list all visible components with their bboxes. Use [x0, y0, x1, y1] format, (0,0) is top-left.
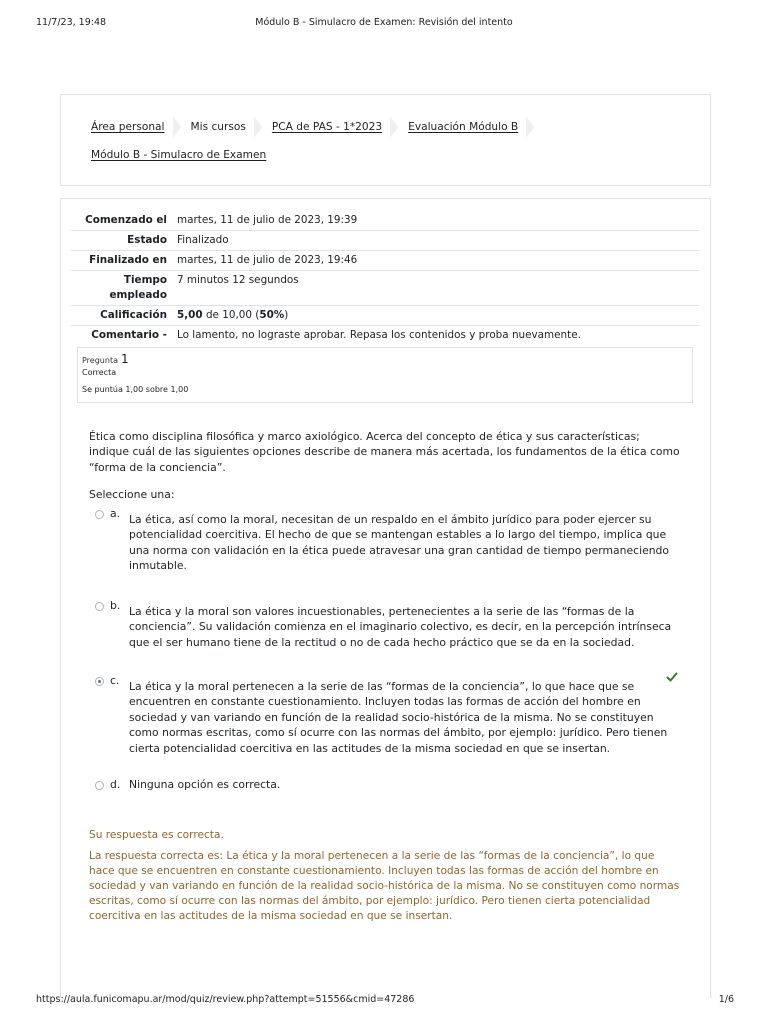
question-text: Ética como disciplina filosófica y marco axiológico. Acerca del concepto de ética y sus características; indique cuál de las siguientes opciones describe de manera más acertada, los fundamentos de la ética como “forma de la conciencia”. — [89, 430, 680, 474]
check-icon — [666, 671, 678, 683]
summary-value: martes, 11 de julio de 2023, 19:39 — [177, 214, 358, 226]
question-number-value: 1 — [120, 352, 129, 366]
breadcrumb-separator-icon — [173, 116, 181, 138]
option-text: Ninguna opción es correcta. — [129, 778, 281, 791]
summary-value: Lo lamento, no lograste aprobar. Repasa los contenidos y proba nuevamente. — [173, 326, 699, 346]
radio-button-selected[interactable] — [95, 677, 104, 686]
grade-percent: 50% — [259, 309, 285, 321]
summary-row-comment — [71, 326, 699, 346]
print-datetime: 11/7/23, 19:48 — [36, 17, 107, 28]
summary-row-state — [71, 231, 699, 251]
summary-label: Comentario - — [71, 326, 173, 346]
print-page-title: Módulo B - Simulacro de Examen: Revisión del intento — [255, 17, 513, 28]
answer-option-b[interactable] — [95, 598, 685, 649]
summary-value — [173, 306, 699, 326]
answer-option-d[interactable] — [95, 777, 685, 795]
question-number — [82, 352, 688, 366]
option-letter: a. — [110, 507, 121, 520]
question-info-box — [77, 347, 693, 403]
summary-label: Comenzado el — [85, 214, 167, 226]
summary-row-grade — [71, 306, 699, 326]
breadcrumb-item-evaluacion[interactable] — [408, 116, 544, 138]
option-text: La ética y la moral pertenecen a la serie de las “formas de la conciencia”, lo que hace que se encuentren en constante cuestionamiento. Incluyen todas las formas de acción del hombre en sociedad y van variando en función de la realidad socio-histórica de la misma. No se constituyen como normas escritas, como sí ocurre con las normas del ámbito, por ejemplo: jurídico. Pero tienen cierta potencialidad coercitiva en las actitudes de la misma sociedad en que se insertan. — [129, 680, 668, 755]
grade-max: de 10,00 ( — [202, 309, 260, 321]
breadcrumb-item-course[interactable] — [272, 116, 408, 138]
option-text: La ética, así como la moral, necesitan de un respaldo en el ámbito jurídico para poder ejercer su potencialidad coercitiva. El hecho de que se mantengan estables a lo largo del tiempo, implica que una norma con validación en la ética puede atravesar una gran cantidad de tiempo permaneciendo inmutable. — [129, 513, 670, 573]
question-grade: Se puntúa 1,00 sobre 1,00 — [82, 385, 189, 394]
summary-label: Tiempo empleado — [71, 271, 173, 306]
grade-score: 5,00 — [177, 309, 203, 321]
quiz-review-card — [60, 198, 711, 998]
radio-button[interactable] — [95, 781, 104, 790]
breadcrumb-link[interactable]: Área personal — [91, 121, 165, 133]
summary-row-started — [71, 211, 699, 231]
breadcrumb — [91, 119, 691, 161]
print-header — [0, 17, 768, 31]
breadcrumb-link[interactable]: Evaluación Módulo B — [408, 121, 519, 133]
summary-row-time-taken — [71, 271, 699, 306]
breadcrumb-link[interactable]: PCA de PAS - 1*2023 — [271, 121, 383, 133]
option-letter: d. — [110, 778, 121, 791]
breadcrumb-separator-icon — [254, 116, 262, 138]
summary-value: martes, 11 de julio de 2023, 19:46 — [173, 251, 699, 271]
summary-row-finished — [71, 251, 699, 271]
summary-value: 7 minutos 12 segundos — [173, 271, 699, 306]
breadcrumb-separator-icon — [390, 116, 398, 138]
option-letter: b. — [110, 599, 121, 612]
breadcrumb-label: Mis cursos — [190, 121, 246, 133]
answer-option-c[interactable] — [95, 673, 685, 753]
print-page-number: 1/6 — [718, 994, 734, 1005]
attempt-summary-table — [71, 211, 699, 345]
summary-value: Finalizado — [173, 231, 699, 251]
breadcrumb-item-mis-cursos — [191, 116, 272, 138]
breadcrumb-separator-icon — [526, 116, 534, 138]
summary-label: Estado — [71, 231, 173, 251]
option-text: La ética y la moral son valores incuestionables, pertenecientes a la serie de las “formas de la conciencia”. Su validación comienza en el imaginario colectivo, es decir, en la percepción intrínseca que el ser humano tiene de la rectitud o no de cada hecho práctico que se da en la sociedad. — [129, 605, 672, 649]
feedback-right-answer: La respuesta correcta es: La ética y la moral pertenecen a la serie de las “formas de la conciencia”, lo que hace que se encuentren en constante cuestionamiento. Incluyen todas las formas de acción del hombre en sociedad y van variando en función de la realidad socio-histórica de la misma. No se constituyen como normas escritas, como sí ocurre con las normas del ámbito, por ejemplo: jurídico. Pero tienen cierta potencialidad coercitiva en las actitudes de la misma sociedad en que se insertan. — [89, 850, 680, 922]
answer-option-a[interactable] — [95, 506, 685, 573]
feedback-general: Su respuesta es correcta. — [89, 829, 224, 841]
radio-button[interactable] — [95, 602, 104, 611]
summary-label: Finalizado en — [71, 251, 173, 271]
option-letter: c. — [110, 674, 120, 687]
print-url: https://aula.funicomapu.ar/mod/quiz/review.php?attempt=51556&cmid=47286 — [36, 994, 415, 1005]
answer-prompt: Seleccione una: — [89, 488, 175, 501]
breadcrumb-item-area-personal[interactable] — [91, 116, 191, 138]
breadcrumb-item-quiz[interactable] — [91, 149, 266, 161]
radio-button[interactable] — [95, 510, 104, 519]
question-state: Correcta — [82, 368, 117, 377]
question-label: Pregunta — [82, 356, 118, 365]
answer-feedback — [89, 828, 683, 924]
breadcrumb-link[interactable]: Módulo B - Simulacro de Examen — [91, 149, 267, 161]
grade-close: ) — [284, 309, 289, 321]
summary-label: Calificación — [71, 306, 173, 326]
breadcrumb-card — [60, 94, 711, 186]
